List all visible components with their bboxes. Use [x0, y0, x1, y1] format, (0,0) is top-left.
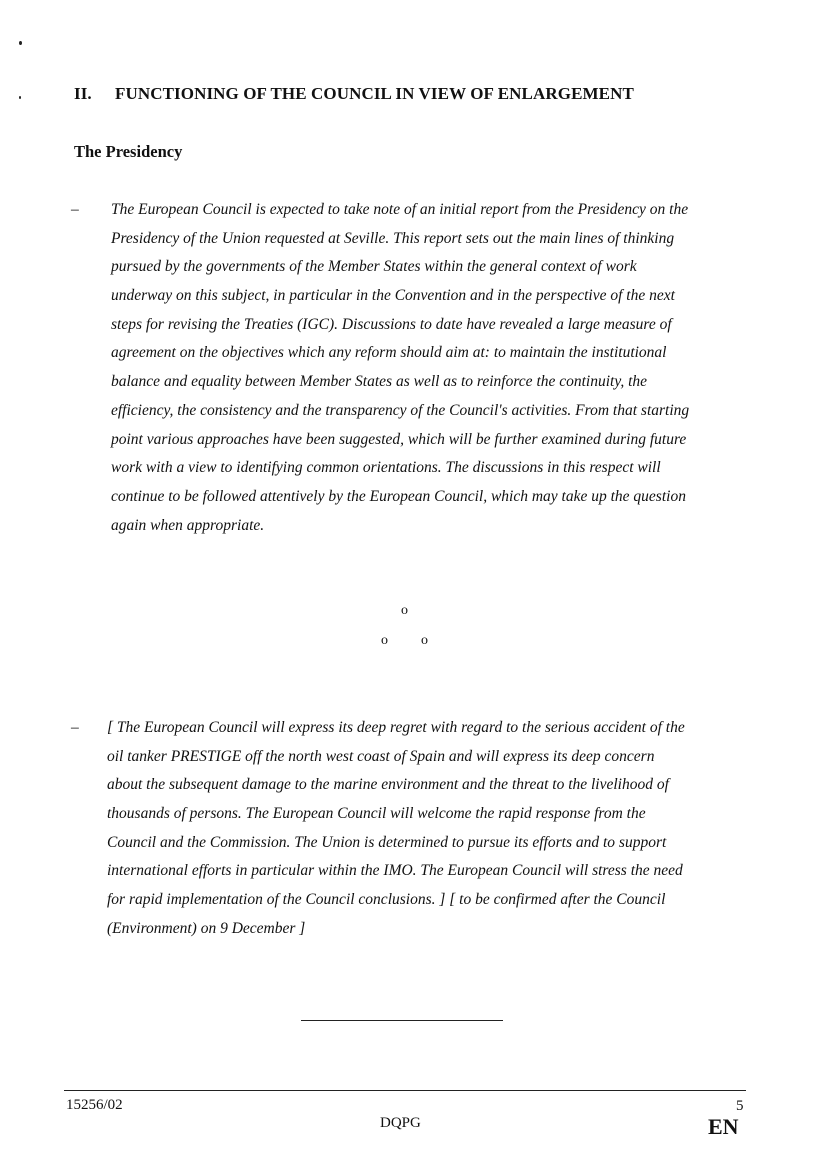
paragraph-line: [ The European Council will express its deep regret with regard to the serious accident of the — [107, 719, 685, 736]
paragraph-presidency — [111, 196, 689, 540]
subheading: The Presidency — [74, 142, 183, 161]
scan-speck — [19, 96, 21, 99]
paragraph-line: Council and the Commission. The Union is determined to pursue its efforts and to support — [107, 833, 667, 851]
paragraph-line: work with a view to identifying common orientations. The discussions in this respect will — [111, 459, 661, 477]
paragraph-line: The European Council is expected to take note of an initial report from the Presidency on the — [111, 201, 689, 218]
separator-mark-left: o — [381, 633, 388, 648]
paragraph-line: efficiency, the consistency and the transparency of the Council's activities. From that starting — [111, 401, 690, 419]
scan-speck — [19, 41, 22, 45]
paragraph-line: pursued by the governments of the Member States within the general context of work — [111, 258, 637, 276]
language-code: EN — [708, 1114, 739, 1139]
separator-mark-top: o — [401, 603, 408, 618]
paragraph-line: steps for revising the Treaties (IGC). Discussions to date have revealed a large measure of — [111, 315, 672, 333]
paragraph-line: oil tanker PRESTIGE off the north west coast of Spain and will express its deep concern — [107, 747, 655, 765]
paragraph-line: thousands of persons. The European Council will welcome the rapid response from the — [107, 805, 646, 823]
paragraph-line: point various approaches have been suggested, which will be further examined during future — [111, 430, 687, 448]
section-number: II. — [74, 84, 92, 103]
paragraph-line: again when appropriate. — [111, 516, 265, 534]
department-code: DQPG — [380, 1115, 421, 1131]
paragraph-line: continue to be followed attentively by the European Council, which may take up the question — [111, 487, 686, 505]
paragraph-line: about the subsequent damage to the marine environment and the threat to the livelihood of — [107, 776, 669, 794]
bullet-dash: – — [71, 201, 79, 218]
document-reference: 15256/02 — [66, 1097, 123, 1113]
section-heading — [74, 84, 634, 104]
section-title: FUNCTIONING OF THE COUNCIL IN VIEW OF ENLARGEMENT — [115, 84, 634, 103]
paragraph-line: underway on this subject, in particular in the Convention and in the perspective of the next — [111, 287, 675, 305]
footer-rule — [64, 1090, 746, 1091]
paragraph-line: for rapid implementation of the Council conclusions. ] [ to be confirmed after the Council — [107, 891, 666, 909]
paragraph-line: agreement on the objectives which any reform should aim at: to maintain the institutional — [111, 344, 667, 362]
separator-mark-right: o — [421, 633, 428, 648]
bullet-dash: – — [71, 719, 79, 736]
end-of-text-rule — [301, 1020, 503, 1021]
paragraph-line: balance and equality between Member States as well as to reinforce the continuity, the — [111, 373, 648, 391]
paragraph-line: international efforts in particular within the IMO. The European Council will stress the need — [107, 862, 683, 880]
page-number: 5 — [736, 1098, 744, 1114]
paragraph-prestige — [107, 714, 685, 944]
paragraph-line: Presidency of the Union requested at Seville. This report sets out the main lines of thinking — [111, 229, 675, 247]
paragraph-line: (Environment) on 9 December ] — [107, 919, 306, 937]
